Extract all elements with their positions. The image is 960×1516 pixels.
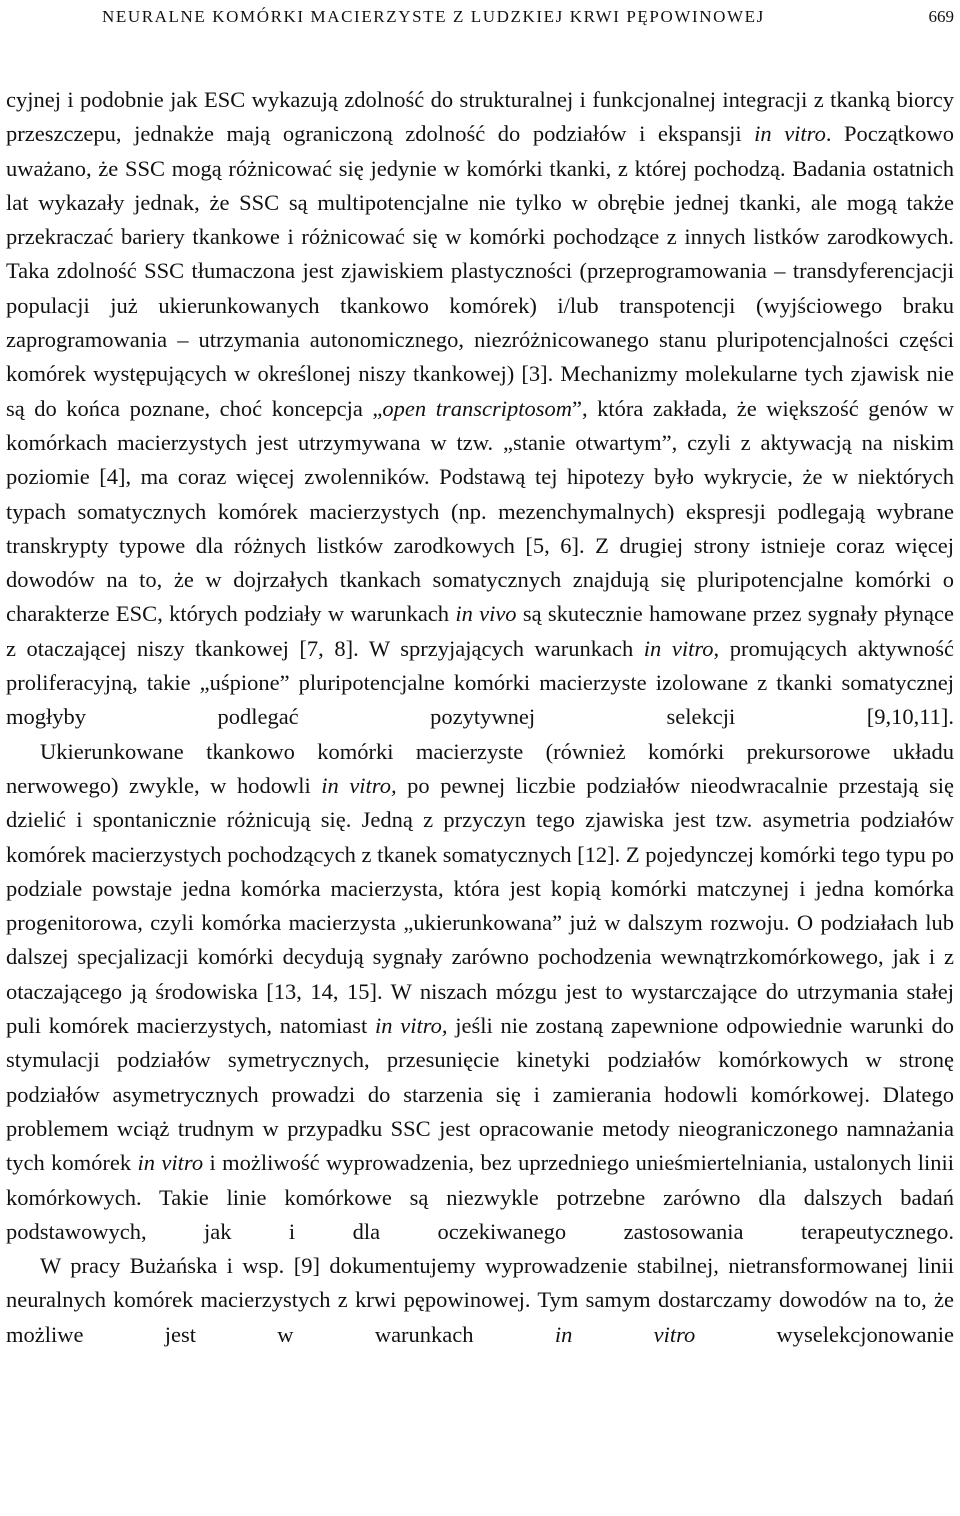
text-run: cyjnej i podobnie jak ESC wykazują zdolność do strukturalnej i funkcjonalnej integracji z tkanką biorcy przeszczepu, jednakże mają ograniczoną zdolność do podziałów i ekspansji	[6, 87, 954, 147]
italic-term: in vivo	[455, 601, 517, 627]
body-text	[6, 83, 954, 1352]
running-title: NEURALNE KOMÓRKI MACIERZYSTE Z LUDZKIEJ KRWI PĘPOWINOWEJ	[102, 7, 765, 26]
text-run: po pewnej liczbie podziałów nieodwracalnie przestają się dzielić i spontanicznie różnicują się. Jedną z przyczyn tego zjawiska jest tzw. asymetria podziałów komórek macierzystych pochodzących z tkanek somatycznych [12]. Z pojedynczej komórki tego typu po podziale powstaje jedna komórka macierzysta, która jest kopią komórki matczynej i jedna komórka progenitorowa, czyli komórka macierzysta „ukierunkowana” już w dalszym rozwoju. O podziałach lub dalszej specjalizacji komórki decydują sygnały zarówno pochodzenia wewnątrzkomórkowego, jak i z otaczającego ją środowiska [13, 14, 15]. W niszach mózgu jest to wystarczające do utrzymania stałej puli komórek macierzystych, natomiast	[6, 772, 954, 1039]
italic-term: in vitro	[643, 635, 714, 661]
text-run: Ukierunkowane tkankowo komórki macierzyste (również komórki prekursorowe układu nerwowego) zwykle, w hodowli	[6, 738, 954, 798]
text-run: jeśli nie zostaną zapewnione odpowiednie warunki do stymulacji podziałów symetrycznych, przesunięcie kinetyki podziałów komórkowych w stronę podziałów asymetrycznych prowadzi do starzenia się i zamierania hodowli komórkowej. Dlatego problemem wciąż trudnym w przypadku SSC jest opracowanie metody nieograniczonego namnażania tych komórek	[6, 1013, 954, 1176]
paragraph-1	[6, 83, 954, 735]
italic-term: in vitro	[137, 1150, 204, 1176]
italic-term: in vitro	[554, 1321, 696, 1347]
text-run: . Początkowo uważano, że SSC mogą różnicować się jedynie w komórki tkanki, z której pochodzą. Badania ostatnich lat wykazały jednak, że SSC są multipotencjalne nie tylko w obrębie jednej tkanki, ale mogą także przekraczać bariery tkankowe i różnicować się w komórki pochodzące z innych listków zarodkowych. Taka zdolność SSC tłumaczona jest zjawiskiem plastyczności (przeprogramowania – transdyferencjacji populacji już ukierunkowanych tkankowo komórek) i/lub transpotencji (wyjściowego braku zaprogramowania – utrzymania autonomicznego, niezróżnicowanego stanu pluripotencjalności części komórek występujących w określonej niszy tkankowej) [3]. Mechanizmy molekularne tych zjawisk nie są do końca poznane, choć koncepcja „	[6, 121, 954, 421]
italic-term: open transcriptosom	[382, 395, 572, 421]
italic-term: in vitro,	[321, 772, 397, 798]
text-run: wyselekcjonowanie	[695, 1321, 954, 1347]
running-header	[6, 4, 954, 30]
text-run: , promujących aktywność proliferacyjną, takie „uśpione” pluripotencjalne komórki macierzyste izolowane z tkanki somatycznej mogłyby podlegać pozytywnej selekcji [9,10,11].	[6, 635, 954, 730]
paragraph-2	[6, 735, 954, 1249]
text-run: ”, która zakłada, że większość genów w komórkach macierzystych jest utrzymywana w tzw. „stanie otwartym”, czyli z aktywacją na niskim poziomie [4], ma coraz więcej zwolenników. Podstawą tej hipotezy było wykrycie, że w niektórych typach somatycznych komórek macierzystych (np. mezenchymalnych) ekspresji podlegają wybrane transkrypty typowe dla różnych listków zarodkowych [5, 6]. Z drugiej strony istnieje coraz więcej dowodów na to, że w dojrzałych tkankach somatycznych znajdują się pluripotencjalne komórki o charakterze ESC, których podziały w warunkach	[6, 395, 955, 627]
paragraph-3	[6, 1249, 954, 1352]
text-run: są skutecznie hamowane przez sygnały płynące z otaczającej niszy tkankowej [7, 8]. W sprzyjających warunkach	[6, 601, 954, 661]
italic-term: in vitro,	[374, 1013, 448, 1039]
text-run: W pracy Bużańska i wsp. [9] dokumentujemy wyprowadzenie stabilnej, nietransformowanej linii neuralnych komórek macierzystych z krwi pępowinowej. Tym samym dostarczamy dowodów na to, że możliwe jest w warunkach	[6, 1253, 954, 1347]
italic-term: in vitro	[754, 121, 826, 147]
text-run: i możliwość wyprowadzenia, bez uprzedniego unieśmiertelniania, ustalonych linii komórkowych. Takie linie komórkowe są niezwykle potrzebne zarówno dla dalszych badań podstawowych, jak i dla oczekiwanego zastosowania terapeutycznego.	[6, 1150, 954, 1244]
page-number: 669	[928, 7, 954, 26]
